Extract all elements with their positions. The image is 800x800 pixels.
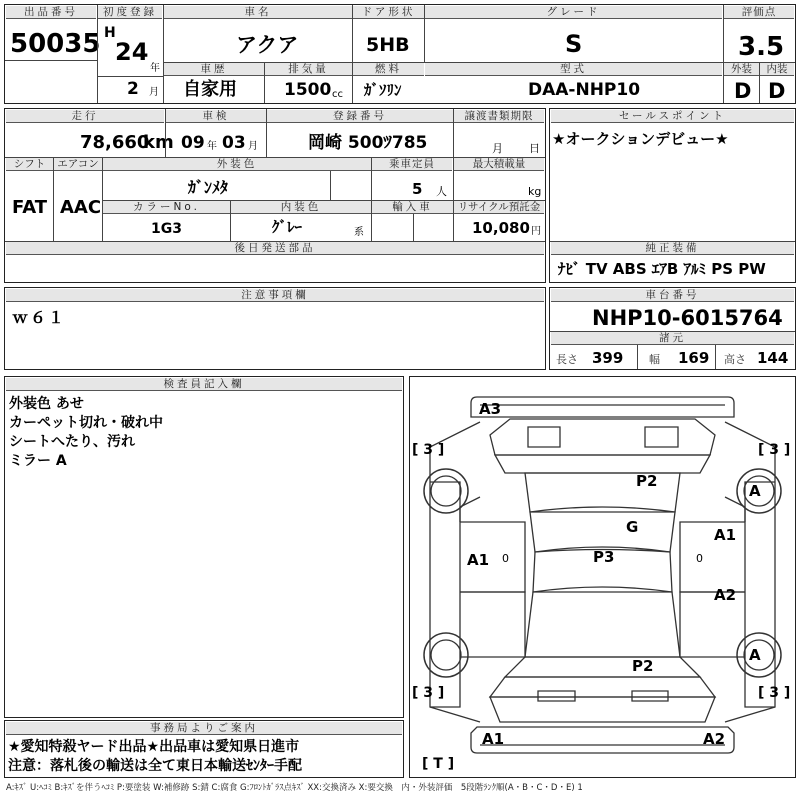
- length: 399: [592, 349, 624, 367]
- history: 自家用: [183, 79, 237, 100]
- width: 169: [678, 349, 710, 367]
- inspection-header: 車検: [166, 110, 266, 123]
- mark-p2-roof: P2: [636, 472, 658, 490]
- length-label: 長さ: [556, 353, 578, 366]
- mark-a2-right: A2: [714, 586, 737, 604]
- fuel: ｶﾞｿﾘﾝ: [364, 81, 402, 99]
- mark-a3-front: A3: [479, 400, 502, 418]
- mark-a1-left: A1: [467, 551, 490, 569]
- int-header: 内装: [760, 63, 794, 76]
- office-header: 事務局よりご案内: [6, 722, 402, 735]
- shift: FAT: [12, 197, 48, 218]
- load-unit: kg: [528, 185, 542, 198]
- displacement: 1500: [284, 80, 332, 100]
- height: 144: [757, 349, 789, 367]
- inspector-lines: [9, 395, 163, 471]
- mark-3-br: [ 3 ]: [758, 685, 791, 701]
- int-color: ｸﾞﾚｰ: [272, 218, 303, 236]
- equipment-header: 純正装備: [551, 242, 794, 255]
- reg-month: 2: [127, 79, 139, 99]
- equipment: ﾅﾋﾞ TV ABS ｴｱB ｱﾙﾐ PS PW: [558, 260, 766, 278]
- mark-g-windshield: G: [626, 518, 639, 536]
- mark-zero-right: 0: [696, 552, 703, 565]
- mark-a1-rear-left: A1: [482, 730, 505, 748]
- office-line-1: ★愛知特殺ヤード出品★出品車は愛知県日進市: [8, 739, 300, 755]
- ac: AAC: [60, 197, 102, 218]
- shift-header: シフト: [6, 158, 53, 171]
- car-name-header: 車名: [164, 6, 352, 19]
- later-parts-header: 後日発送部品: [6, 242, 544, 255]
- score-header: 評価点: [724, 6, 794, 19]
- load-header: 最大積載量: [454, 158, 544, 171]
- mark-p2-rear: P2: [632, 657, 654, 675]
- int-score: D: [768, 79, 786, 103]
- recycle-header: リサイクル預託金: [454, 201, 544, 214]
- color-no: 1G3: [151, 221, 182, 237]
- transfer-month: 月: [492, 142, 503, 155]
- mark-p3-cabin: P3: [593, 548, 615, 566]
- mark-3-tl: [ 3 ]: [412, 442, 445, 458]
- color-no-header: カラーNo.: [103, 201, 230, 214]
- insp-year: 09: [181, 133, 205, 153]
- legend-footer: A:ｷｽﾞ U:ﾍｺﾐ B:ｷｽﾞを伴うﾍｺﾐ P:要塗装 W:補修跡 S:錆 C:腐食 G:ﾌﾛﾝﾄｶﾞﾗｽ点ｷｽﾞ XX:交換済み X:要交換 内・外装評価 5段階ﾗﾝｸ順(A・B・C・D・E) 1: [6, 783, 583, 793]
- recycle-unit: 円: [531, 226, 541, 237]
- capacity-header: 乗車定員: [372, 158, 452, 171]
- month-unit: 月: [149, 87, 159, 98]
- color: ｶﾞﾝﾒﾀ: [188, 178, 229, 197]
- capacity-unit: 人: [436, 185, 447, 198]
- transfer-header: 譲渡書類期限: [454, 110, 544, 123]
- mark-3-tr: [ 3 ]: [758, 442, 791, 458]
- model-header: 型式: [425, 63, 722, 76]
- inspector-line: カーペット切れ・破れ中: [9, 415, 163, 431]
- color-header: 外装色: [103, 158, 371, 171]
- score: 3.5: [738, 32, 785, 62]
- mark-a-wheel-rf: A: [749, 482, 761, 500]
- insp-month: 03: [222, 133, 246, 153]
- registration-header: 初度登録: [98, 6, 162, 19]
- transfer-day: 日: [529, 142, 540, 155]
- mark-t-trunk: [ T ]: [422, 756, 455, 772]
- grade-header: グレード: [425, 6, 722, 19]
- int-color-unit: 系: [354, 227, 364, 238]
- inspector-line: 外装色 あせ: [9, 396, 84, 412]
- plate-header: 登録番号: [267, 110, 453, 123]
- inspector-line: シートへたり、汚れ: [9, 434, 135, 450]
- spec-header: 諸元: [551, 332, 794, 345]
- mileage-unit: km: [143, 132, 174, 153]
- mark-a2-rear-right: A2: [703, 730, 726, 748]
- office-line-2: 注意：落札後の輸送は全て東日本輸送ｾﾝﾀｰ手配: [8, 758, 302, 774]
- cc-unit: cc: [332, 89, 343, 100]
- mark-3-bl: [ 3 ]: [412, 685, 445, 701]
- grade: S: [565, 30, 583, 58]
- car-name: アクア: [236, 33, 299, 57]
- damage-diagram: [409, 376, 796, 778]
- ext-score: D: [734, 79, 752, 103]
- insp-month-unit: 月: [248, 141, 258, 152]
- mark-a-wheel-rr: A: [749, 646, 761, 664]
- era: H: [104, 25, 116, 41]
- caution-header: 注意事項欄: [6, 289, 544, 302]
- int-color-header: 内装色: [231, 201, 371, 214]
- inspector-header: 検査員記入欄: [6, 378, 402, 391]
- mark-a1-right-front: A1: [714, 526, 737, 544]
- mileage: 78,660: [80, 132, 150, 153]
- capacity: 5: [412, 180, 423, 198]
- mark-zero-left: 0: [502, 552, 509, 565]
- caution-text: ｗ６１: [12, 308, 67, 327]
- car-outline: [410, 377, 795, 777]
- import-header: 輸入車: [372, 201, 453, 214]
- displacement-header: 排気量: [265, 63, 352, 76]
- year-unit: 年: [150, 63, 160, 74]
- lot-header: 出品番号: [6, 6, 96, 19]
- width-label: 幅: [649, 353, 660, 366]
- ext-header: 外装: [724, 63, 759, 76]
- reg-year: 24: [115, 38, 149, 66]
- door-header: ドア形状: [353, 6, 424, 19]
- chassis-header: 車台番号: [551, 289, 794, 302]
- sales-header: セールスポイント: [551, 110, 794, 123]
- mileage-header: 走行: [6, 110, 164, 123]
- door-type: 5HB: [366, 34, 410, 56]
- insp-year-unit: 年: [207, 141, 217, 152]
- sales-point: ★オークションデビュー★: [552, 130, 729, 148]
- plate: 岡崎 500ﾂ785: [308, 133, 428, 153]
- chassis-number: NHP10-6015764: [592, 306, 783, 330]
- fuel-header: 燃料: [353, 63, 424, 76]
- recycle-fee: 10,080: [472, 219, 530, 237]
- lot-number: 50035: [10, 29, 101, 59]
- ac-header: エアコン: [54, 158, 102, 171]
- history-header: 車歴: [164, 63, 264, 76]
- model-code: DAA-NHP10: [528, 80, 641, 100]
- height-label: 高さ: [724, 353, 746, 366]
- inspector-line: ミラー A: [9, 453, 67, 469]
